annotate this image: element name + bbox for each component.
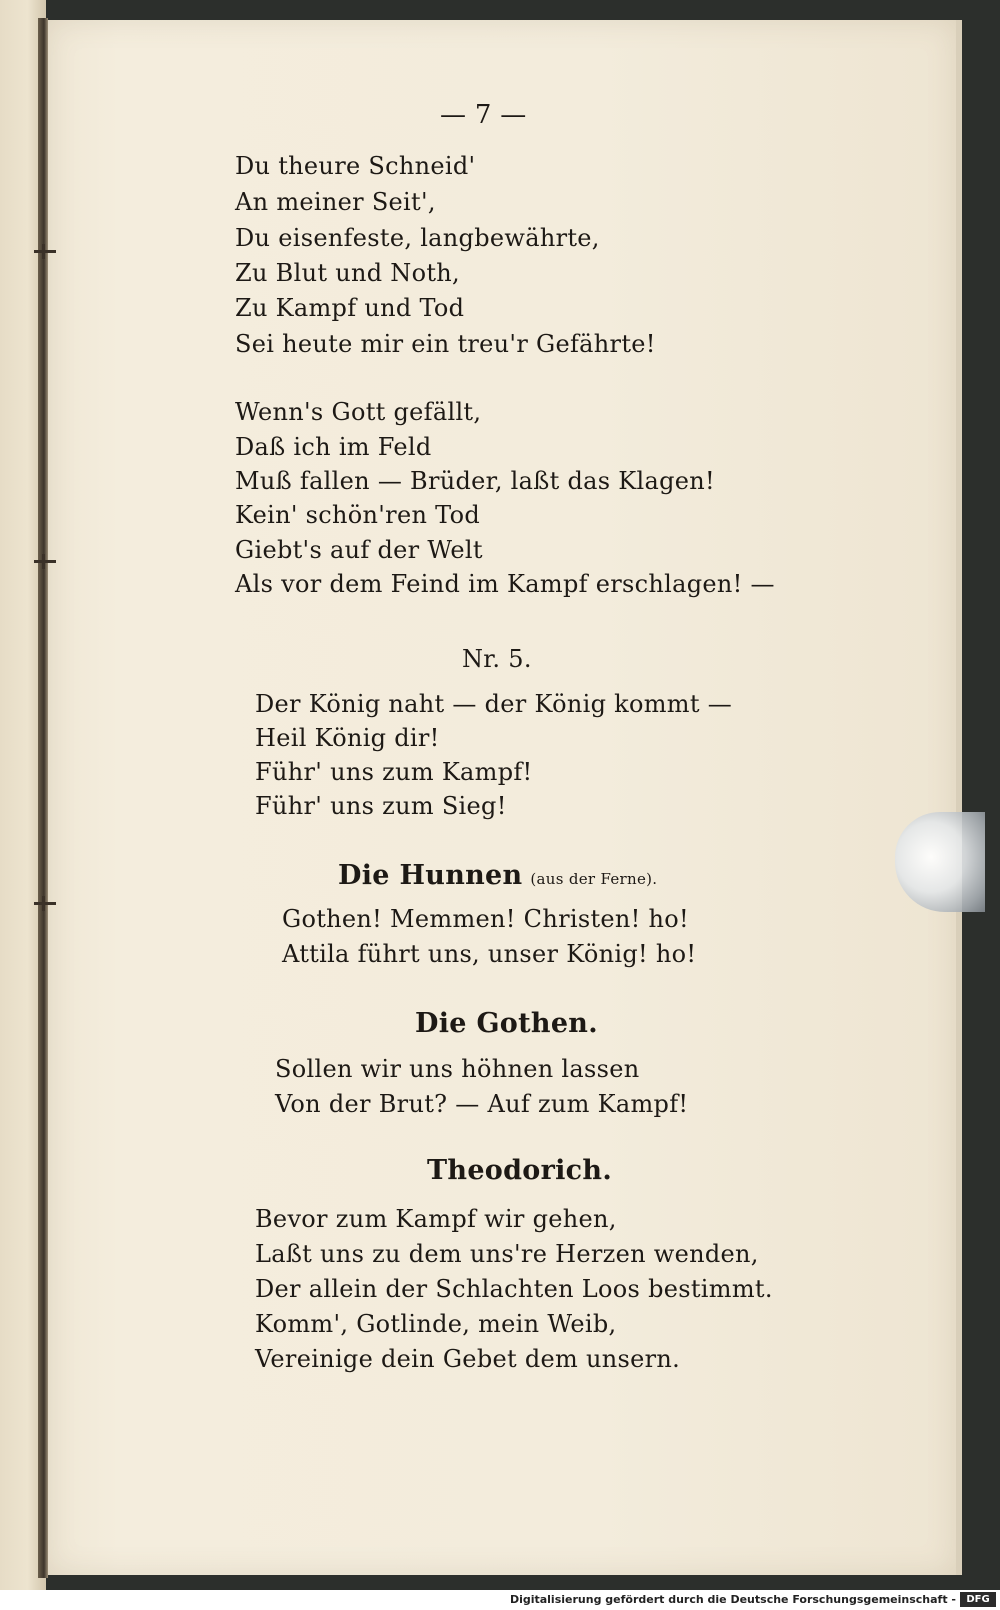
speaker-name: Die Hunnen (338, 860, 523, 891)
verse-line: Führ' uns zum Sieg! (255, 792, 507, 820)
verse-line: Laßt uns zu dem uns're Herzen wenden, (255, 1240, 759, 1268)
speaker-heading (338, 860, 657, 891)
verse-line: Zu Kampf und Tod (235, 294, 465, 322)
binding-thread (34, 250, 56, 253)
section-number: Nr. 5. (462, 645, 532, 673)
verse-line: Sei heute mir ein treu'r Gefährte! (235, 330, 656, 358)
dfg-logo: DFG (960, 1592, 996, 1607)
verse-line: Daß ich im Feld (235, 433, 432, 461)
page-clip (895, 812, 985, 912)
page-number: — 7 — (440, 100, 527, 130)
verse-line: Vereinige dein Gebet dem unsern. (255, 1345, 681, 1373)
verse-line: Von der Brut? — Auf zum Kampf! (275, 1090, 689, 1118)
verse-line: Giebt's auf der Welt (235, 536, 483, 564)
verse-line: Heil König dir! (255, 724, 440, 752)
verse-line: Zu Blut und Noth, (235, 259, 460, 287)
speaker-name: Theodorich. (427, 1155, 613, 1186)
verse-line: Du theure Schneid' (235, 152, 476, 180)
verse-line: Du eisenfeste, langbewährte, (235, 224, 600, 252)
verse-line: Führ' uns zum Kampf! (255, 758, 533, 786)
verse-line: An meiner Seit', (235, 188, 436, 216)
verse-line: Gothen! Memmen! Christen! ho! (282, 905, 689, 933)
verse-line: Wenn's Gott gefällt, (235, 398, 482, 426)
verse-line: Bevor zum Kampf wir gehen, (255, 1205, 617, 1233)
verse-line: Der König naht — der König kommt — (255, 690, 733, 718)
verse-line: Attila führt uns, unser König! ho! (282, 940, 697, 968)
verse-line: Sollen wir uns höhnen lassen (275, 1055, 640, 1083)
binding-thread (34, 902, 56, 905)
stage-direction: (aus der Ferne). (530, 870, 658, 888)
verse-line: Als vor dem Feind im Kampf erschlagen! — (235, 570, 775, 598)
right-page-edge (956, 20, 962, 1575)
binding-thread (34, 560, 56, 563)
verse-line: Kein' schön'ren Tod (235, 501, 480, 529)
verse-line: Muß fallen — Brüder, laßt das Klagen! (235, 467, 715, 495)
footer-credit: Digitalisierung gefördert durch die Deutsche Forschungsgemeinschaft - (509, 1593, 956, 1606)
speaker-name: Die Gothen. (415, 1008, 598, 1039)
footer-bar (0, 1590, 1000, 1610)
verse-line: Der allein der Schlachten Loos bestimmt. (255, 1275, 773, 1303)
verse-line: Komm', Gotlinde, mein Weib, (255, 1310, 617, 1338)
